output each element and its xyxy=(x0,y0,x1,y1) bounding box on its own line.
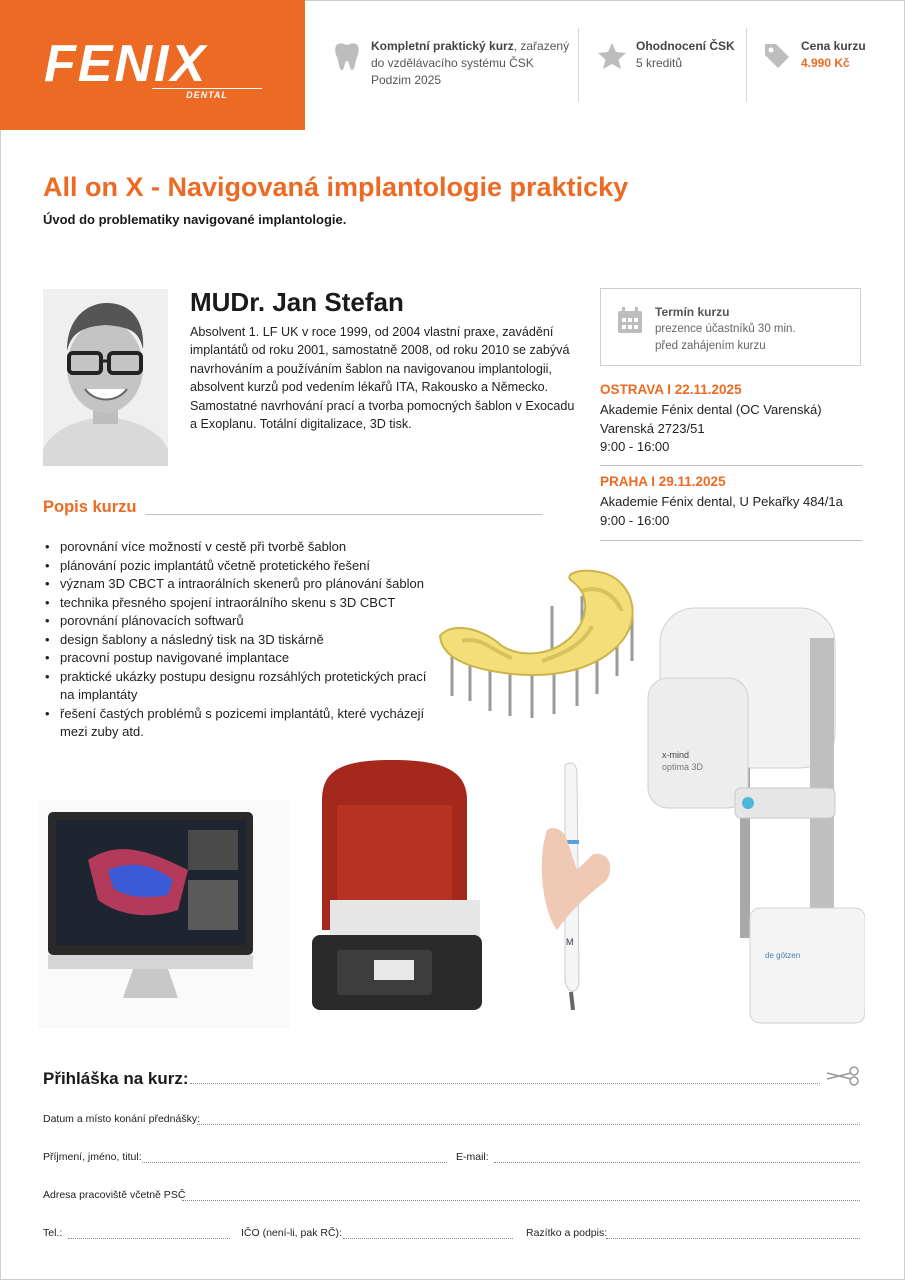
scanner-mark: M xyxy=(566,937,574,947)
cbct-device-image xyxy=(640,578,865,1024)
rating-title: Ohodnocení ČSK xyxy=(636,39,735,53)
email-field[interactable] xyxy=(494,1162,860,1163)
course-system: do vzdělávacího systému ČSK xyxy=(371,56,534,70)
3d-printer-image xyxy=(302,760,487,1012)
term-note-line: před zahájením kurzu xyxy=(655,340,766,352)
list-item: • praktické ukázky postupu designu rozsáhlých protetických prací na implantáty xyxy=(43,668,438,705)
list-item: • význam 3D CBCT a intraorálních skenerů pro plánování šablon xyxy=(43,575,438,594)
ico-field[interactable] xyxy=(343,1238,513,1239)
venue-line: Akademie Fénix dental (OC Varenská) xyxy=(600,402,822,417)
brand-name: FENIX xyxy=(44,35,208,93)
date-place-field[interactable] xyxy=(197,1124,860,1125)
lecturer-name: MUDr. Jan Stefan xyxy=(190,287,404,317)
section-title: Popis kurzu xyxy=(43,498,137,516)
list-item: • plánování pozic implantátů včetně protetického řešení xyxy=(43,557,438,576)
course-season: Podzim 2025 xyxy=(371,73,442,87)
term-note xyxy=(655,321,855,355)
event-city: OSTRAVA I 22.11.2025 xyxy=(600,382,742,397)
event-time: 9:00 - 16:00 xyxy=(600,439,670,454)
tooth-icon xyxy=(334,42,360,72)
course-title: All on X - Navigovaná implantologie prakticky xyxy=(43,172,629,202)
rating-info xyxy=(636,38,746,72)
term-box xyxy=(600,288,861,366)
divider xyxy=(600,465,862,466)
form-title: Přihláška na kurz: xyxy=(43,1069,189,1088)
intraoral-scanner-image xyxy=(537,760,635,1010)
term-note-line: prezence účastníků 30 min. xyxy=(655,323,796,335)
event-time: 9:00 - 16:00 xyxy=(600,512,670,528)
star-icon xyxy=(597,42,627,70)
term-title: Termín kurzu xyxy=(655,305,730,319)
event-venue xyxy=(600,401,862,457)
address-label: Adresa pracoviště včetně PSČ xyxy=(43,1189,186,1201)
course-type-rest: , zařazený xyxy=(513,39,570,53)
divider xyxy=(146,514,542,515)
date-place-label: Datum a místo konání přednášky: xyxy=(43,1113,200,1125)
course-topics-list xyxy=(43,538,438,742)
email-label: E-mail: xyxy=(456,1151,489,1163)
calendar-icon xyxy=(617,307,643,334)
brand-logo xyxy=(0,0,305,130)
price-title: Cena kurzu xyxy=(801,39,866,53)
list-item: • porovnání plánovacích softwarů xyxy=(43,612,438,631)
brand-sub: DENTAL xyxy=(152,88,262,100)
list-item: • technika přesného spojení intraorálního skenu s 3D CBCT xyxy=(43,594,438,613)
lecturer-bio: Absolvent 1. LF UK v roce 1999, od 2004 vlastní praxe, zavádění implantátů od roku 2001, samostatně 2008, od roku 2010 se zabývá navrhováním a používáním šablon na navigovanou implantologii, absolvent kurzů pod vedením lékařů ITA, Rakousko a Německo. Samostatné navrhování prací a tvorba pomocných šablon v Exocadu a Exoplanu. Totální digitalizace, 3D tisk. xyxy=(190,325,575,432)
phone-label: Tel.: xyxy=(43,1227,63,1239)
price-info xyxy=(801,38,891,72)
ico-label: IČO (není-li, pak RČ): xyxy=(241,1227,342,1239)
list-item: • řešení častých problémů s pozicemi implantátů, které vycházejí mezi zuby atd. xyxy=(43,705,438,742)
course-type: Kompletní praktický kurz xyxy=(371,39,514,53)
header-divider xyxy=(746,28,747,102)
event-city: PRAHA I 29.11.2025 xyxy=(600,474,726,489)
event-venue xyxy=(600,493,862,530)
computer-monitor-image xyxy=(38,800,290,1028)
address-field[interactable] xyxy=(182,1200,860,1201)
name-label: Příjmení, jméno, titul: xyxy=(43,1151,142,1163)
price-value: 4.990 Kč xyxy=(801,56,850,70)
divider xyxy=(600,540,862,541)
price-tag-icon xyxy=(763,42,791,70)
cbct-brand: x-mind xyxy=(662,750,690,760)
list-item: • porovnání více možností v cestě při tvorbě šablon xyxy=(43,538,438,557)
header-divider xyxy=(578,28,579,102)
phone-field[interactable] xyxy=(68,1238,230,1239)
lecturer-photo xyxy=(43,289,168,466)
rating-value: 5 kreditů xyxy=(636,56,683,70)
list-item: • pracovní postup navigované implantace xyxy=(43,649,438,668)
venue-line: Akademie Fénix dental, U Pekařky 484/1a xyxy=(600,494,843,509)
signature-label: Razítko a podpis: xyxy=(526,1227,608,1239)
signature-field[interactable] xyxy=(606,1238,860,1239)
course-subtitle: Úvod do problematiky navigované implantologie. xyxy=(43,212,347,227)
cbct-model: optima 3D xyxy=(662,762,704,772)
cbct-maker: de götzen xyxy=(765,951,801,960)
dotted-line xyxy=(190,1083,820,1084)
venue-line: Varenská 2723/51 xyxy=(600,420,705,436)
scissors-icon xyxy=(825,1064,863,1088)
surgical-guide-image xyxy=(432,566,640,726)
list-item: • design šablony a následný tisk na 3D tiskárně xyxy=(43,631,438,650)
course-info xyxy=(371,38,571,89)
name-field[interactable] xyxy=(142,1162,447,1163)
